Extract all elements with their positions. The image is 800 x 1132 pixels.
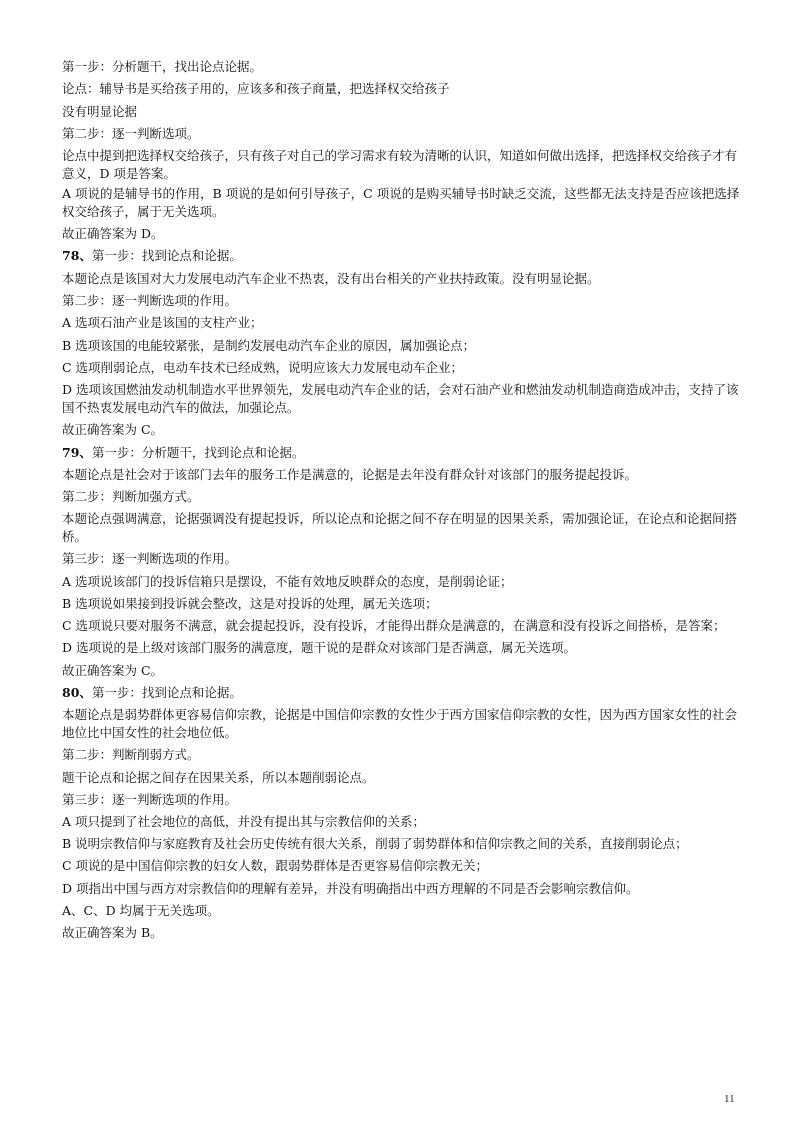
question-heading (62, 682, 742, 704)
question-heading (62, 442, 742, 464)
option-paragraph: D 选项该国燃油发动机制造水平世界领先，发展电动汽车企业的话，会对石油产业和燃油发动机制造商造成冲击，支持了该国不热衷发展电动汽车的做法，加强论点。 (62, 382, 739, 416)
question-number: 79、 (62, 444, 92, 460)
option-line: C 选项削弱论点，电动车技术已经成熟，说明应该大力发展电动车企业； (62, 359, 464, 375)
question-number: 78、 (62, 248, 92, 264)
question-heading-text: 第一步：找到论点和论据。 (91, 248, 242, 264)
answer-line: 故正确答案为 B。 (62, 925, 163, 941)
option-line: D 选项说的是上级对该部门服务的满意度，题干说的是群众对该部门是否满意，属无关选项。 (62, 640, 576, 656)
text-line: 没有明显论据 (62, 103, 138, 119)
option-line: A 选项说该部门的投诉信箱只是摆设，不能有效地反映群众的态度，是削弱论证； (62, 573, 513, 589)
text-line: 本题论点是该国对大力发展电动汽车企业不热衷，没有出台相关的产业扶持政策。没有明显论据。 (62, 270, 600, 286)
page-number: 11 (724, 1093, 735, 1105)
question-heading-text: 第一步：找到论点和论据。 (91, 684, 242, 700)
answer-line: 故正确答案为 C。 (62, 662, 164, 678)
text-paragraph: A 项说的是辅导书的作用，B 项说的是如何引导孩子，C 项说的是购买辅导书时缺乏交流，这些都无法支持是否应该把选择权交给孩子，属于无关选项。 (62, 186, 740, 220)
answer-line: 故正确答案为 D。 (62, 226, 164, 242)
option-line: A 项只提到了社会地位的高低，并没有提出其与宗教信仰的关系； (62, 814, 426, 830)
text-paragraph: 论点中提到把选择权交给孩子，只有孩子对自己的学习需求有较为清晰的认识，知道如何做出选择，把选择权交给孩子才有意义，D 项是答案。 (62, 148, 738, 182)
text-line: A、C、D 均属于无关选项。 (62, 903, 220, 919)
text-line: 题干论点和论据之间存在因果关系，所以本题削弱论点。 (62, 769, 375, 785)
question-number: 80、 (62, 684, 92, 700)
text-line: 第二步：逐一判断选项的作用。 (62, 293, 238, 309)
option-paragraph: C 选项说只要对服务不满意，就会提起投诉，没有投诉，才能得出群众是满意的，在满意和没有投诉之间搭桥，是答案； (62, 618, 726, 634)
text-line: 第二步：判断加强方式。 (62, 489, 200, 505)
text-line: 第二步：判断削弱方式。 (62, 747, 200, 763)
option-line: A 选项石油产业是该国的支柱产业； (62, 315, 263, 331)
question-heading (62, 245, 742, 267)
text-line: 第三步：逐一判断选项的作用。 (62, 551, 238, 567)
answer-line: 故正确答案为 C。 (62, 422, 164, 438)
option-paragraph: B 说明宗教信仰与家庭教育及社会历史传统有很大关系，削弱了弱势群体和信仰宗教之间的关系，直接削弱论点； (62, 836, 688, 852)
text-line: 第二步：逐一判断选项。 (62, 125, 200, 141)
option-line: C 项说的是中国信仰宗教的妇女人数，跟弱势群体是否更容易信仰宗教无关； (62, 858, 489, 874)
option-line: B 选项该国的电能较紧张，是制约发展电动汽车企业的原因，属加强论点； (62, 337, 476, 353)
question-heading-text: 第一步：分析题干，找到论点和论据。 (91, 444, 305, 460)
text-line: 论点：辅导书是买给孩子用的，应该多和孩子商量，把选择权交给孩子 (62, 81, 450, 97)
document-body (62, 56, 742, 945)
option-line: D 项指出中国与西方对宗教信仰的理解有差异，并没有明确指出中西方理解的不同是否会影响宗教信仰。 (62, 880, 639, 896)
text-line: 本题论点是社会对于该部门去年的服务工作是满意的，论据是去年没有群众针对该部门的服务提起投诉。 (62, 466, 638, 482)
text-paragraph: 本题论点强调满意，论据强调没有提起投诉，所以论点和论据之间不存在明显的因果关系，需加强论证，在论点和论据间搭桥。 (62, 511, 738, 545)
text-paragraph: 本题论点是弱势群体更容易信仰宗教，论据是中国信仰宗教的女性少于西方国家信仰宗教的女性，因为西方国家女性的社会地位比中国女性的社会地位低。 (62, 707, 738, 741)
option-line: B 选项说如果接到投诉就会整改，这是对投诉的处理，属无关选项； (62, 596, 438, 612)
text-line: 第一步：分析题干，找出论点论据。 (62, 59, 263, 74)
text-line: 第三步：逐一判断选项的作用。 (62, 791, 238, 807)
